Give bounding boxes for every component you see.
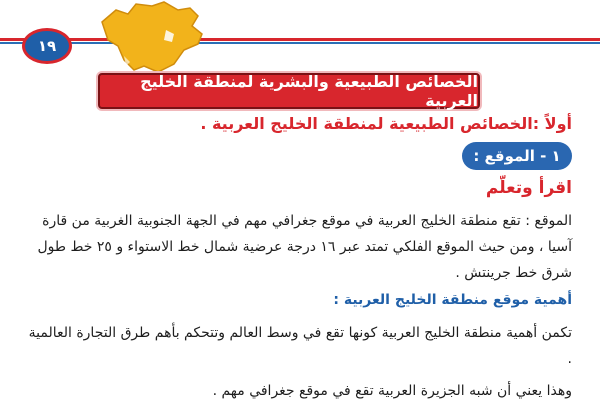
header-rule-blue [0, 42, 600, 44]
conclusion-paragraph: وهذا يعني أن شبه الجزيرة العربية تقع في موقع جغرافي مهم . [212, 383, 572, 399]
read-and-learn-heading: اقرأ وتعلّم [485, 178, 572, 198]
importance-paragraph: تكمن أهمية منطقة الخليج العربية كونها تقع في وسط العالم وتتحكم بأهم طرق التجارة العالمية . [28, 325, 572, 367]
lesson-title-banner: الخصائص الطبيعية والبشرية لمنطقة الخليج العربية [98, 73, 480, 109]
page-number-badge: ١٩ [22, 28, 72, 64]
gulf-region-map-icon [94, 0, 212, 78]
importance-heading: أهمية موقع منطقة الخليج العربية : [333, 292, 572, 308]
location-paragraph: الموقع : تقع منطقة الخليج العربية في موقع جغرافي مهم في الجهة الجنوبية الغربية من قارة آسيا ، ومن حيث الموقع الفلكي تمتد عبر ١٦ درجة عرضية شمال خط الاستواء و ٢٥ خط طول شرق خط جرينتش . [37, 213, 572, 281]
section-heading: أولاً :الخصائص الطبيعية لمنطقة الخليج العربية . [200, 114, 572, 133]
header-rule-red [0, 38, 600, 41]
subsection-location-pill: ١ - الموقع : [462, 142, 572, 170]
